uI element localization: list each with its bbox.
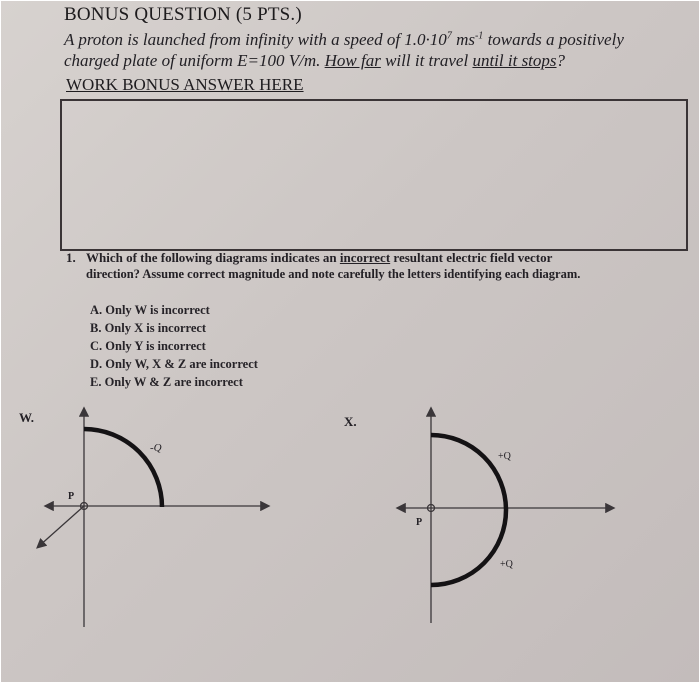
question-line-1: [86, 250, 552, 266]
bonus-prompt-line-1: [64, 30, 624, 50]
question-line-2: direction? Assume correct magnitude and note carefully the letters identifying each diagram.: [86, 267, 581, 281]
diagram-x-charge-top-label: +Q: [498, 451, 511, 462]
bonus-line1-text: A proton is launched from infinity with a speed of 1.0·10: [64, 30, 447, 49]
choice-e[interactable]: E. Only W & Z are incorrect: [90, 375, 243, 389]
diagram-w: [38, 409, 268, 627]
work-bonus-label: WORK BONUS ANSWER HERE: [66, 75, 304, 94]
bonus-line2-end: ?: [556, 51, 566, 70]
bonus-line1-unit-exponent: -1: [474, 30, 484, 42]
question-line1-text: Which of the following diagrams indicates an: [86, 250, 340, 265]
diagram-w-point-label: P: [68, 491, 75, 502]
bonus-title: BONUS QUESTION (5 PTS.): [64, 4, 302, 25]
choice-b[interactable]: B. Only X is incorrect: [90, 321, 207, 335]
diagram-w-label: W.: [19, 410, 35, 425]
bonus-line1-tail: towards a positively: [483, 30, 624, 49]
diagram-x-label: X.: [344, 414, 357, 429]
field-diagrams: [0, 395, 700, 683]
bonus-line2-how-far: How far: [324, 51, 381, 70]
choice-a[interactable]: A. Only W is incorrect: [90, 303, 210, 317]
bonus-prompt-line-2: [64, 51, 565, 71]
bonus-answer-box[interactable]: [60, 99, 688, 251]
question-line1-tail: resultant electric field vector: [390, 250, 553, 265]
diagram-w-charge-arc: [84, 429, 162, 507]
bonus-line2-middle: will it travel: [380, 51, 473, 70]
bonus-line1-unit: ms: [451, 30, 475, 49]
choice-d[interactable]: D. Only W, X & Z are incorrect: [90, 357, 258, 371]
bonus-line2-text: charged plate of uniform E=100 V/m.: [64, 51, 325, 70]
diagram-x-charge-bottom-label: +Q: [500, 559, 513, 570]
choice-c[interactable]: C. Only Y is incorrect: [90, 339, 206, 353]
question-line1-incorrect: incorrect: [339, 250, 391, 265]
bonus-line1-exponent: 7: [446, 30, 452, 42]
diagram-w-charge-label: -Q: [150, 442, 162, 454]
question-number: 1.: [66, 250, 76, 265]
diagram-w-field-vector-diagonal: [38, 506, 84, 547]
bonus-line2-until-stops: until it stops: [472, 51, 557, 70]
diagram-x-charge-arc: [431, 435, 506, 585]
diagram-x-point-label: P: [416, 517, 423, 528]
diagram-x: [398, 409, 613, 623]
